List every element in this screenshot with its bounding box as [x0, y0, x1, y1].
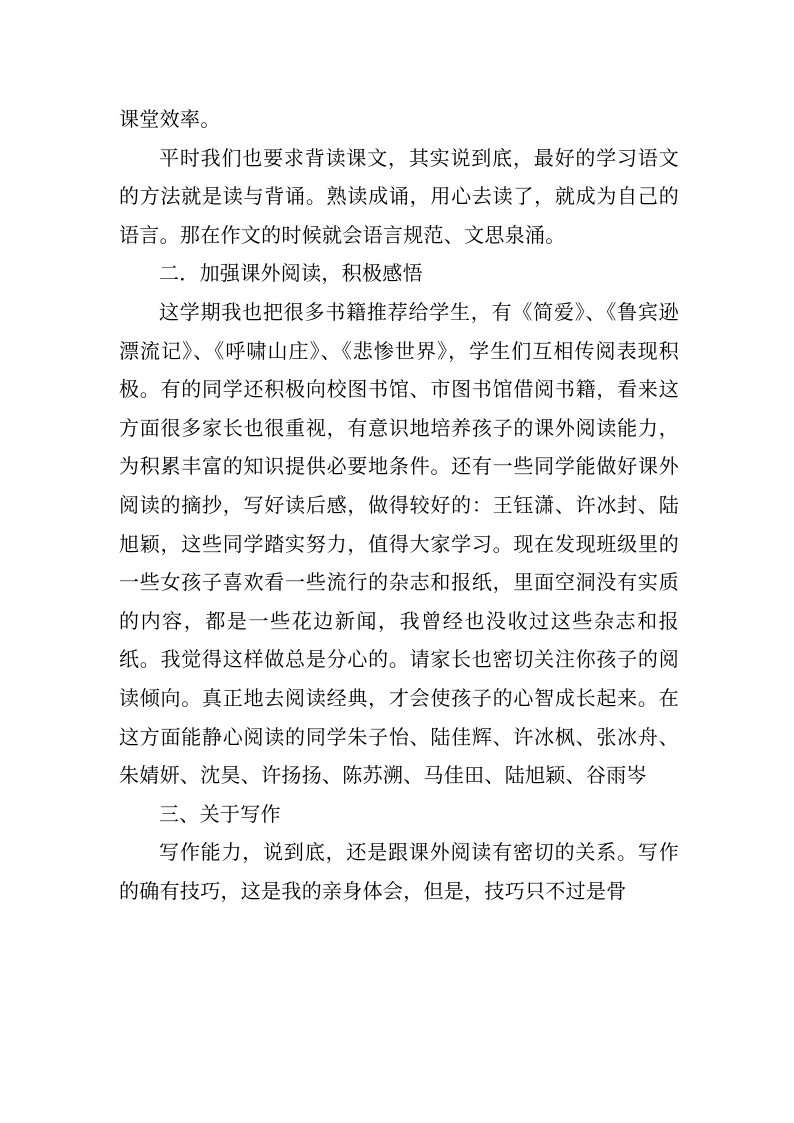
paragraph-writing: 写作能力，说到底，还是跟课外阅读有密切的关系。写作的确有技巧，这是我的亲身体会，但是，技巧只不过是骨 — [119, 840, 679, 903]
section-heading-reading: 二．加强课外阅读，积极感悟 — [159, 261, 423, 286]
section-heading-writing: 三、关于写作 — [159, 801, 281, 826]
body-text — [119, 100, 679, 910]
paragraph-continuation: 课堂效率。 — [119, 107, 221, 131]
paragraph-reading: 这学期我也把很多书籍推荐给学生，有《简爱》、《鲁宾逊漂流记》、《呼啸山庄》、《悲惨世界》，学生们互相传阅表现积极。有的同学还积极向校图书馆、市图书馆借阅书籍，看来这方面很多家长也很重视，有意识地培养孩子的课外阅读能力，为积累丰富的知识提供必要地条件。还有一些同学能做好课外阅读的摘抄，写好读后感，做得较好的：王钰潇、许冰封、陆旭颖，这些同学踏实努力，值得大家学习。现在发现班级里的一些女孩子喜欢看一些流行的杂志和报纸，里面空洞没有实质的内容，都是一些花边新闻，我曾经也没收过这些杂志和报纸。我觉得这样做总是分心的。请家长也密切关注你孩子的阅读倾向。真正地去阅读经典，才会使孩子的心智成长起来。在这方面能静心阅读的同学朱子怡、陆佳辉、许冰枫、张冰舟、朱婧妍、沈昊、许扬扬、陈苏溯、马佳田、陆旭颖、谷雨岑 — [119, 299, 679, 788]
paragraph-recitation: 平时我们也要求背读课文，其实说到底，最好的学习语文的方法就是读与背诵。熟读成诵，用心去读了，就成为自己的语言。那在作文的时候就会语言规范、文思泉涌。 — [119, 145, 679, 247]
